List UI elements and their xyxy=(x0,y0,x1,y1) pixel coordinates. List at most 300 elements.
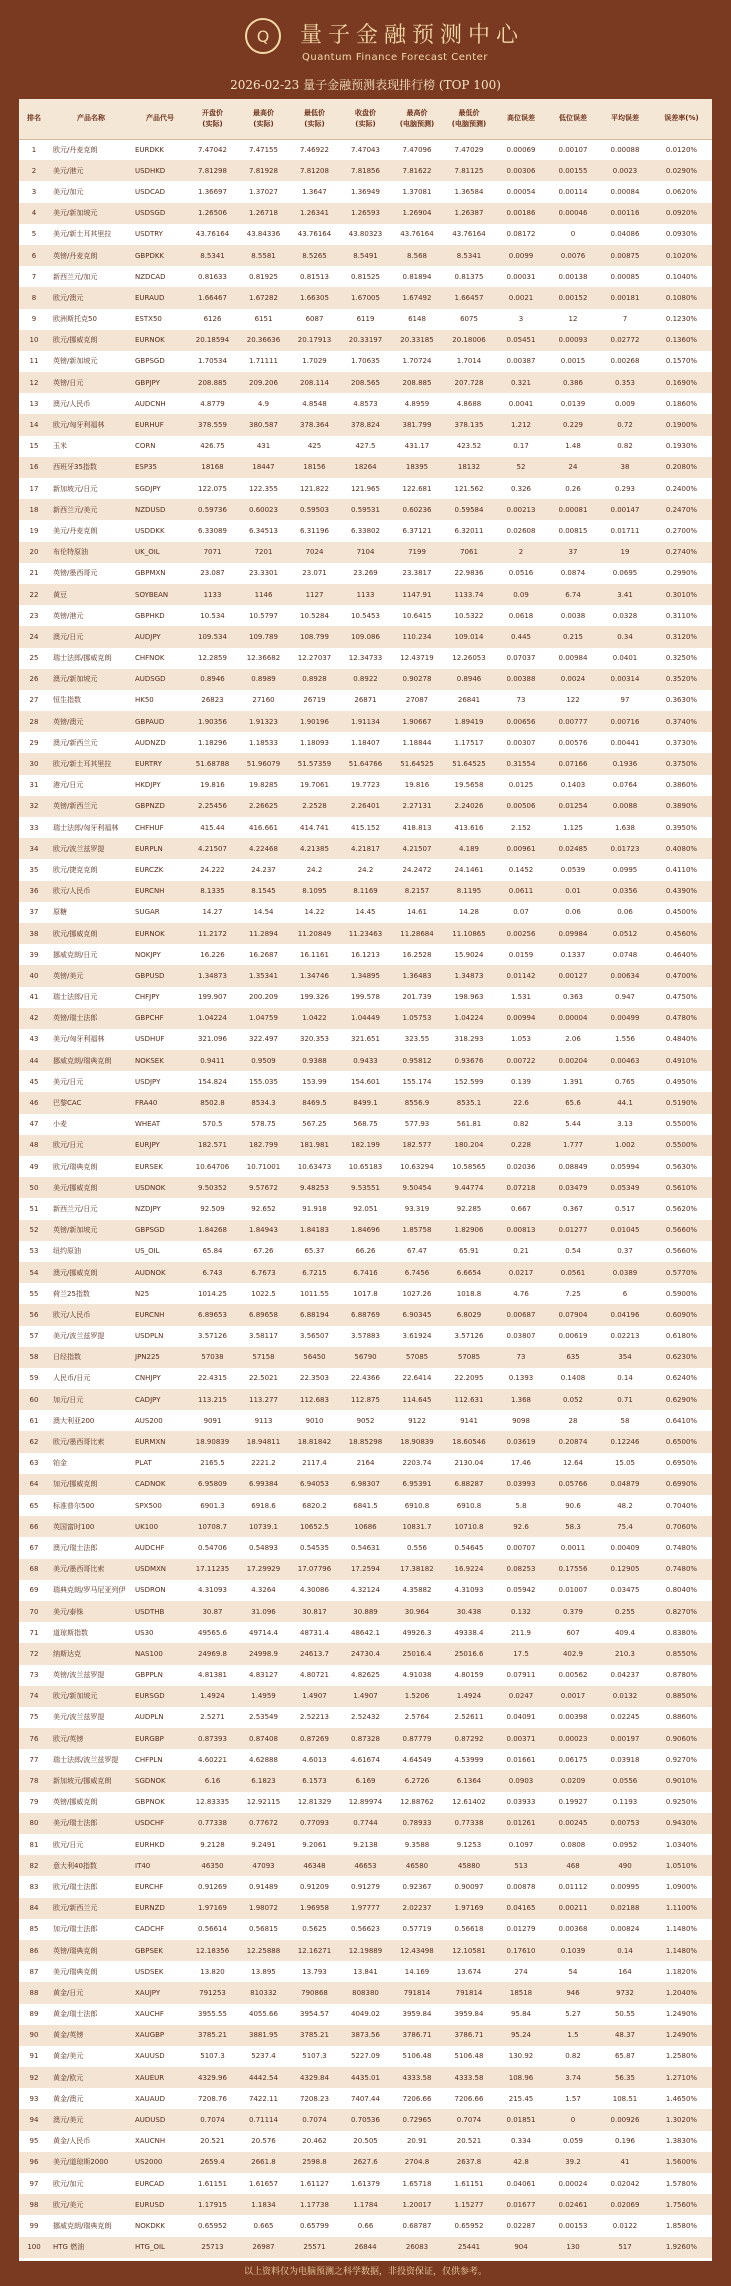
table-cell: 78 xyxy=(29,1777,39,1786)
table-cell: 9.2491 xyxy=(251,1840,276,1849)
table-cell: 201.739 xyxy=(402,993,432,1002)
table-cell: 0.6410% xyxy=(665,1416,698,1425)
table-cell: 23.3817 xyxy=(402,569,432,578)
table-cell: 0.00926 xyxy=(610,2116,640,2125)
table-cell: 0.05451 xyxy=(506,336,536,345)
table-cell: EURPLN xyxy=(135,844,163,853)
table-cell: 110.234 xyxy=(402,632,432,641)
table-cell: 198.963 xyxy=(454,993,484,1002)
table-cell: 109.789 xyxy=(249,632,278,641)
table-cell: 431 xyxy=(256,442,271,451)
table-cell: 0.8850% xyxy=(665,1692,698,1701)
table-cell: 6918.6 xyxy=(251,1501,276,1510)
table-cell: 9052 xyxy=(356,1416,375,1425)
table-cell: 0.00656 xyxy=(506,717,536,726)
table-cell: 1.5 xyxy=(567,2031,579,2040)
table-cell: 0.6180% xyxy=(665,1332,698,1341)
table-cell: 0.04086 xyxy=(610,230,640,239)
table-cell: 0.09984 xyxy=(558,929,588,938)
table-cell: 0.0209 xyxy=(560,1777,586,1786)
table-cell: 6.88769 xyxy=(351,1310,380,1319)
table-cell: 86 xyxy=(29,1946,39,1955)
table-cell: 0.01261 xyxy=(506,1819,536,1828)
table-row xyxy=(19,1410,712,1431)
table-cell: 22.4315 xyxy=(198,1374,227,1383)
table-cell: 25713 xyxy=(201,2243,224,2252)
table-cell: 0.7074 xyxy=(456,2116,482,2125)
table-cell: 33 xyxy=(29,823,39,832)
table-cell: 纳斯达克 xyxy=(53,1649,81,1658)
table-cell: 0.334 xyxy=(510,2137,532,2146)
table-cell: 挪威克朗/日元 xyxy=(53,950,98,959)
title-chinese: 量子金融预测中心 xyxy=(300,23,525,48)
table-cell: 6.88194 xyxy=(300,1310,329,1319)
table-cell: 92.051 xyxy=(353,1204,378,1213)
table-cell: 7 xyxy=(622,315,628,324)
table-cell: 30.87 xyxy=(202,1607,223,1616)
table-cell: 22.5021 xyxy=(249,1374,278,1383)
table-cell: 66 xyxy=(29,1522,39,1531)
table-cell: 77 xyxy=(29,1755,39,1764)
table-cell: ESTX50 xyxy=(135,315,162,324)
table-cell: 3.41 xyxy=(617,590,633,599)
table-cell: 0.4910% xyxy=(665,1056,698,1065)
table-cell: 0.54631 xyxy=(351,1543,380,1552)
table-cell: 0.57719 xyxy=(402,1925,432,1934)
table-cell: 7208.23 xyxy=(300,2094,329,2103)
table-cell: 0.3860% xyxy=(665,781,698,790)
table-cell: XAUCNH xyxy=(135,2137,166,2146)
table-cell: 57085 xyxy=(405,1353,429,1362)
table-cell: 0.765 xyxy=(614,1077,636,1086)
table-cell: 4329.84 xyxy=(300,2073,329,2082)
table-cell: 1.61657 xyxy=(249,2179,278,2188)
table-cell: EURCAD xyxy=(135,2179,165,2188)
table-cell: 49 xyxy=(29,1162,39,1171)
table-cell: 1.57 xyxy=(565,2094,581,2103)
table-cell: 0.6990% xyxy=(665,1480,698,1489)
table-row xyxy=(19,775,712,796)
table-row xyxy=(19,1474,712,1495)
table-cell: 0.54706 xyxy=(198,1543,227,1552)
table-cell: 0.59503 xyxy=(300,505,329,514)
table-cell: 904 xyxy=(514,2243,528,2252)
table-cell: 0.0217 xyxy=(508,1268,534,1277)
table-cell: 0.03918 xyxy=(610,1755,640,1764)
table-cell: 1.61151 xyxy=(454,2179,484,2188)
table-cell: 1.65718 xyxy=(402,2179,432,2188)
table-cell: 0.1393 xyxy=(508,1374,534,1383)
table-row xyxy=(19,2152,712,2173)
table-cell: 27160 xyxy=(252,696,275,705)
title-english: Quantum Finance Forecast Center xyxy=(302,52,488,63)
table-cell: 90.6 xyxy=(565,1501,581,1510)
table-cell: 6.95809 xyxy=(198,1480,227,1489)
table-cell: 瑞士法郎/挪威克朗 xyxy=(53,654,112,663)
table-cell: 1.0900% xyxy=(665,1882,698,1891)
table-cell: 3 xyxy=(518,315,524,324)
table-cell: 0.5900% xyxy=(665,1289,698,1298)
table-cell: 791814 xyxy=(403,1988,431,1997)
table-cell: 47093 xyxy=(252,1861,275,1870)
table-cell: 14.169 xyxy=(404,1967,430,1976)
table-cell: 50.55 xyxy=(614,2010,636,2019)
table-cell: 10739.1 xyxy=(249,1522,278,1531)
table-cell: NZDUSD xyxy=(135,505,166,514)
table-cell: 0.00961 xyxy=(506,844,536,853)
table-cell: 0.00107 xyxy=(558,145,588,154)
table-cell: 0.8040% xyxy=(665,1586,698,1595)
table-cell: 0.8922 xyxy=(353,675,378,684)
table-cell: 93 xyxy=(29,2094,39,2103)
table-cell: 49714.4 xyxy=(249,1628,278,1637)
table-cell: 65 xyxy=(29,1501,39,1510)
table-cell: 7206.66 xyxy=(454,2094,484,2103)
table-row xyxy=(19,2067,712,2088)
table-cell: 80 xyxy=(29,1819,39,1828)
table-cell: XAUGBP xyxy=(135,2031,165,2040)
table-row xyxy=(19,1559,712,1580)
table-cell: 0.01277 xyxy=(558,1226,588,1235)
table-cell: 0.8946 xyxy=(200,675,225,684)
table-cell: 黄金/欧元 xyxy=(53,2073,84,2082)
table-cell: 182.577 xyxy=(402,1141,432,1150)
table-row xyxy=(19,1453,712,1474)
table-cell: 6910.8 xyxy=(456,1501,482,1510)
table-row xyxy=(19,2109,712,2130)
table-row xyxy=(19,542,712,563)
table-cell: 11.2172 xyxy=(198,929,227,938)
table-cell: 568.75 xyxy=(353,1120,378,1129)
table-cell: 0.77338 xyxy=(198,1819,227,1828)
table-cell: 0.03807 xyxy=(506,1332,536,1341)
table-cell: 0.9433 xyxy=(353,1056,378,1065)
table-cell: 4.8959 xyxy=(404,399,430,408)
table-cell: 7071 xyxy=(203,548,222,557)
table-cell: 7104 xyxy=(356,548,375,557)
table-row xyxy=(19,690,712,711)
table-cell: 美元/新加坡元 xyxy=(53,209,98,218)
table-cell: 1.2040% xyxy=(665,1988,698,1997)
table-cell: 0.4750% xyxy=(665,993,698,1002)
table-cell: 74 xyxy=(29,1692,39,1701)
table-cell: 2164 xyxy=(356,1459,375,1468)
table-cell: 208.114 xyxy=(300,378,329,387)
column-header: 高位误差 xyxy=(495,99,547,139)
table-cell: 22.3503 xyxy=(300,1374,329,1383)
table-cell: 3786.71 xyxy=(454,2031,484,2040)
table-cell: 1.125 xyxy=(562,823,584,832)
table-cell: 1.61127 xyxy=(300,2179,329,2188)
table-row xyxy=(19,626,712,647)
table-cell: 0.56623 xyxy=(351,1925,380,1934)
table-cell: NAS100 xyxy=(135,1649,163,1658)
table-row xyxy=(19,1940,712,1961)
table-cell: 90 xyxy=(29,2031,39,2040)
table-cell: 4.64549 xyxy=(402,1755,432,1764)
table-cell: 0.4390% xyxy=(665,887,698,896)
table-cell: 1.17738 xyxy=(300,2200,329,2209)
table-row xyxy=(19,1283,712,1304)
table-cell: 30 xyxy=(29,760,39,769)
table-cell: 0.01142 xyxy=(506,971,536,980)
table-row xyxy=(19,1262,712,1283)
table-cell: 20.521 xyxy=(456,2137,482,2146)
table-cell: 1.26904 xyxy=(402,209,432,218)
table-cell: 22.2095 xyxy=(454,1374,484,1383)
column-header: 最低价 (电脑预测) xyxy=(443,99,495,139)
table-cell: 0.81375 xyxy=(454,272,484,281)
table-cell: 49338.4 xyxy=(454,1628,484,1637)
table-cell: HTG_OIL xyxy=(135,2243,165,2252)
table-cell: 0.00409 xyxy=(610,1543,640,1552)
table-cell: 9.2138 xyxy=(353,1840,378,1849)
table-cell: 0.05766 xyxy=(558,1480,588,1489)
table-cell: 13 xyxy=(29,399,39,408)
table-cell: 24730.4 xyxy=(351,1649,380,1658)
table-cell: 0.1408 xyxy=(560,1374,586,1383)
table-cell: 0.03619 xyxy=(506,1438,536,1447)
table-cell: 2.25456 xyxy=(198,802,227,811)
table-cell: 3959.84 xyxy=(454,2010,484,2019)
table-cell: 1.5600% xyxy=(665,2158,698,2167)
table-cell: 6.89653 xyxy=(198,1310,227,1319)
table-cell: 12.81329 xyxy=(297,1798,332,1807)
table-cell: 欧元/瑞典克朗 xyxy=(53,1162,98,1171)
table-cell: 1.20017 xyxy=(402,2200,432,2209)
table-cell: CADJPY xyxy=(135,1395,161,1404)
table-cell: 1.7560% xyxy=(665,2200,698,2209)
table-row xyxy=(19,987,712,1008)
table-row xyxy=(19,351,712,372)
table-cell: 578.75 xyxy=(251,1120,276,1129)
table-cell: 17.11235 xyxy=(195,1565,230,1574)
table-cell: 0.00813 xyxy=(506,1226,536,1235)
table-row xyxy=(19,1982,712,2003)
table-cell: 24.237 xyxy=(251,865,276,874)
table-cell: SGDJPY xyxy=(135,484,161,493)
table-cell: 0.321 xyxy=(510,378,532,387)
table-cell: 0.445 xyxy=(510,632,532,641)
table-cell: EURNZD xyxy=(135,1904,165,1913)
table-cell: 0.00085 xyxy=(610,272,640,281)
table-cell: 4.8573 xyxy=(353,399,378,408)
table-cell: 56790 xyxy=(354,1353,377,1362)
table-cell: 26871 xyxy=(354,696,377,705)
table-cell: 0.9411 xyxy=(200,1056,225,1065)
table-cell: 490 xyxy=(618,1861,632,1870)
table-cell: 1.37027 xyxy=(249,187,278,196)
table-header-row xyxy=(19,99,712,139)
table-cell: 54 xyxy=(29,1268,39,1277)
table-cell: 0.66 xyxy=(357,2221,374,2230)
table-cell: 37 xyxy=(568,548,578,557)
column-header: 低位误差 xyxy=(547,99,599,139)
table-cell: 0.1452 xyxy=(508,865,534,874)
table-cell: 0.4840% xyxy=(665,1035,698,1044)
table-cell: 0.04165 xyxy=(506,1904,536,1913)
table-cell: 154.824 xyxy=(198,1077,227,1086)
table-cell: AUDJPY xyxy=(135,632,161,641)
table-cell: US_OIL xyxy=(135,1247,160,1256)
table-cell: 67 xyxy=(29,1543,39,1552)
table-cell: 570.5 xyxy=(202,1120,223,1129)
table-cell: 0.3630% xyxy=(665,696,698,705)
table-cell: 0.00069 xyxy=(506,145,536,154)
table-cell: 1.2710% xyxy=(665,2073,698,2082)
table-row xyxy=(19,753,712,774)
table-cell: 1.26718 xyxy=(249,209,278,218)
table-cell: 2.5271 xyxy=(200,1713,225,1722)
table-cell: 43.76164 xyxy=(195,230,230,239)
table-cell: 808380 xyxy=(352,1988,379,1997)
table-cell: 1.4907 xyxy=(302,1692,327,1701)
table-cell: 美元/匈牙利福林 xyxy=(53,1035,105,1044)
table-cell: 6.7456 xyxy=(404,1268,430,1277)
table-cell: 荷兰25指数 xyxy=(53,1289,90,1298)
table-cell: 布伦特原油 xyxy=(53,548,88,557)
table-cell: 92.285 xyxy=(456,1204,482,1213)
table-cell: 0.0023 xyxy=(612,166,638,175)
table-cell: 24.2472 xyxy=(402,865,432,874)
header xyxy=(0,0,731,96)
table-cell: 43.76164 xyxy=(452,230,486,239)
table-cell: 0.54645 xyxy=(454,1543,484,1552)
table-cell: 7.81928 xyxy=(249,166,278,175)
table-cell: 3785.21 xyxy=(300,2031,329,2040)
table-cell: 18.81842 xyxy=(297,1438,332,1447)
table-cell: 1.67005 xyxy=(351,293,380,302)
table-cell: 427.5 xyxy=(355,442,376,451)
table-cell: 6.31196 xyxy=(300,526,329,535)
table-cell: 0.07037 xyxy=(506,654,536,663)
table-cell: 0.87393 xyxy=(198,1734,227,1743)
table-cell: 0.77338 xyxy=(454,1819,484,1828)
table-row xyxy=(19,584,712,605)
table-cell: 8.1169 xyxy=(353,887,378,896)
table-cell: 561.81 xyxy=(456,1120,482,1129)
table-cell: 6.98307 xyxy=(351,1480,380,1489)
table-cell: 1146 xyxy=(254,590,273,599)
table-cell: 6.16 xyxy=(204,1777,221,1786)
table-cell: 2117.4 xyxy=(302,1459,327,1468)
table-cell: 5227.09 xyxy=(351,2052,380,2061)
table-cell: 6.2726 xyxy=(404,1777,430,1786)
table-cell: EURAUD xyxy=(135,293,165,302)
table-cell: 180.204 xyxy=(454,1141,484,1150)
table-cell: 6.90345 xyxy=(402,1310,432,1319)
table-cell: 24969.8 xyxy=(198,1649,227,1658)
table-row xyxy=(19,1156,712,1177)
table-row xyxy=(19,2025,712,2046)
table-row xyxy=(19,563,712,584)
table-cell: 108.799 xyxy=(300,632,329,641)
table-cell: 1.3830% xyxy=(665,2137,698,2146)
table-cell: 0.5660% xyxy=(665,1247,698,1256)
table-cell: 黄金/人民币 xyxy=(53,2137,91,2146)
table-cell: USDTHB xyxy=(135,1607,165,1616)
table-cell: 0.4110% xyxy=(665,865,698,874)
table-cell: 0.31554 xyxy=(506,760,536,769)
table-cell: 1.36483 xyxy=(402,971,432,980)
table-cell: 0.08253 xyxy=(506,1565,536,1574)
table-cell: 0.0808 xyxy=(560,1840,586,1849)
table-cell: 11.2894 xyxy=(249,929,278,938)
table-cell: 1.98072 xyxy=(249,1904,278,1913)
table-cell: 0.9250% xyxy=(665,1798,698,1807)
table-cell: 0.91489 xyxy=(249,1882,278,1891)
table-cell: 17.07796 xyxy=(297,1565,332,1574)
table-cell: 15.05 xyxy=(614,1459,636,1468)
table-cell: 0.00707 xyxy=(506,1543,536,1552)
table-cell: WHEAT xyxy=(135,1120,161,1129)
table-cell: 0.09 xyxy=(513,590,529,599)
table-cell: 69 xyxy=(29,1586,39,1595)
table-cell: 4.21507 xyxy=(198,844,227,853)
table-cell: 0.87328 xyxy=(351,1734,380,1743)
table-cell: 0.2740% xyxy=(665,548,698,557)
table-row xyxy=(19,1008,712,1029)
table-cell: 欧元/美元 xyxy=(53,2200,84,2209)
table-cell: 巴黎CAC xyxy=(53,1099,82,1108)
table-cell: 4.21507 xyxy=(402,844,432,853)
table-cell: 0.1097 xyxy=(508,1840,534,1849)
table-cell: 0.00081 xyxy=(558,505,588,514)
table-cell: 8.2157 xyxy=(404,887,430,896)
table-cell: 0.0024 xyxy=(560,675,586,684)
table-cell: 0.0088 xyxy=(612,802,638,811)
table-cell: 纽约原油 xyxy=(53,1247,81,1256)
table-cell: 35 xyxy=(29,865,39,874)
table-cell: 6.94053 xyxy=(300,1480,329,1489)
table-cell: 6.1364 xyxy=(456,1777,482,1786)
table-cell: UK_OIL xyxy=(135,548,160,557)
table-cell: 0.2700% xyxy=(665,526,698,535)
table-cell: 1.70724 xyxy=(402,357,432,366)
table-cell: 3.13 xyxy=(617,1120,633,1129)
table-cell: 155.035 xyxy=(249,1077,278,1086)
table-cell: 0.0764 xyxy=(612,781,638,790)
table-cell: 13.793 xyxy=(302,1967,327,1976)
table-cell: 0.00499 xyxy=(610,1014,640,1023)
table-cell: GBPPLN xyxy=(135,1671,163,1680)
logo-glyph: Q xyxy=(256,26,270,46)
table-cell: 澳元/新加坡元 xyxy=(53,675,98,684)
table-row xyxy=(19,2046,712,2067)
table-cell: 577.93 xyxy=(404,1120,430,1129)
table-cell: SPX500 xyxy=(135,1501,162,1510)
table-cell: 0.56614 xyxy=(198,1925,227,1934)
table-cell: 0.01279 xyxy=(506,1925,536,1934)
table-cell: 0.0290% xyxy=(665,166,698,175)
table-cell: 0.04237 xyxy=(610,1671,640,1680)
table-cell: 51 xyxy=(29,1204,39,1213)
table-cell: 182.199 xyxy=(351,1141,380,1150)
table-cell: 48 xyxy=(29,1141,39,1150)
table-cell: 7199 xyxy=(408,548,426,557)
table-cell: 23 xyxy=(29,611,39,620)
table-cell: 4.53999 xyxy=(454,1755,484,1764)
table-cell: 0.02036 xyxy=(506,1162,536,1171)
table-cell: 英镑/瑞典克朗 xyxy=(53,1946,98,1955)
table-cell: 0.07 xyxy=(513,908,529,917)
table-cell: 1.61151 xyxy=(198,2179,227,2188)
table-cell: 3.57126 xyxy=(454,1332,484,1341)
table-cell: CHFPLN xyxy=(135,1755,163,1764)
table-cell: 0.00116 xyxy=(610,209,640,218)
table-cell: 28 xyxy=(29,717,39,726)
table-cell: 2704.8 xyxy=(404,2158,430,2167)
